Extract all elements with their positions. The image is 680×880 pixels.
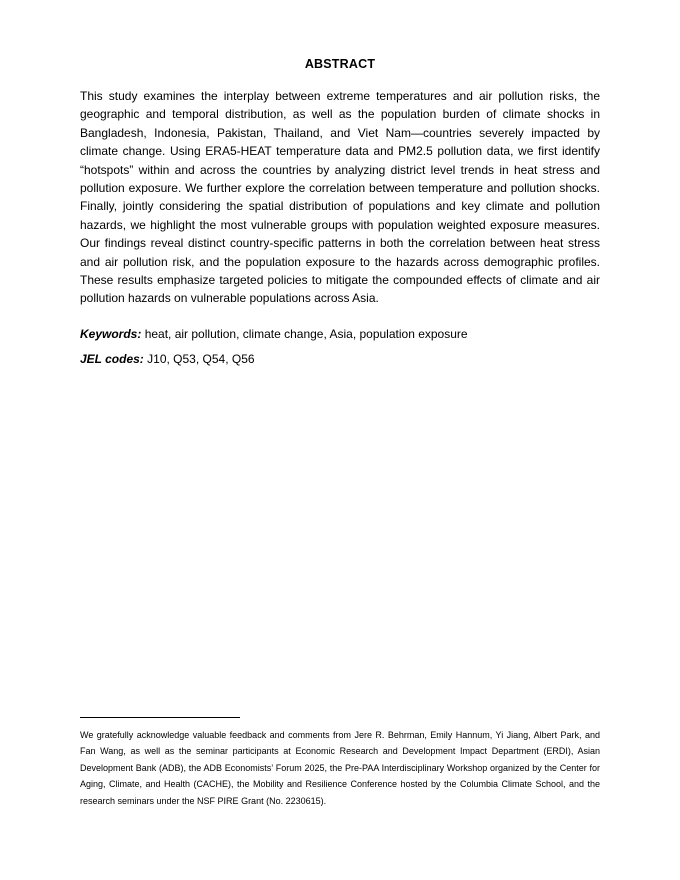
jel-codes-label: JEL codes: [80, 352, 144, 366]
footnote-divider [80, 717, 240, 718]
keywords-line [80, 325, 600, 343]
keywords-value: heat, air pollution, climate change, Asia, population exposure [141, 327, 468, 341]
keywords-label: Keywords: [80, 327, 142, 341]
abstract-body: This study examines the interplay between extreme temperatures and air pollution risks, the geographic and temporal distribution, as well as the population burden of climate shocks in Bangladesh, Indonesia, Pakistan, Thailand, and Viet Nam—countries severely impacted by climate change. Using ERA5-HEAT temperature data and PM2.5 pollution data, we first identify “hotspots” within and across the countries by analyzing district level trends in heat stress and pollution exposure. We further explore the correlation between temperature and pollution shocks. Finally, jointly considering the spatial distribution of populations and key climate and pollution hazards, we highlight the most vulnerable groups with population weighted exposure measures. Our findings reveal distinct country-specific patterns in both the correlation between heat stress and air pollution risk, and the population exposure to the hazards across demographic profiles. These results emphasize targeted policies to mitigate the compounded effects of climate and air pollution hazards on vulnerable populations across Asia. [80, 89, 600, 306]
acknowledgement-footnote: We gratefully acknowledge valuable feedback and comments from Jere R. Behrman, Emily Hannum, Yi Jiang, Albert Park, and Fan Wang, as well as the seminar participants at Economic Research and Development Impact Department (ERDI), Asian Development Bank (ADB), the ADB Economists’ Forum 2025, the Pre-PAA Interdisciplinary Workshop organized by the Center for Aging, Climate, and Health (CACHE), the Mobility and Resilience Conference hosted by the Columbia Climate School, and the research seminars under the NSF PIRE Grant (No. 2230615). [80, 730, 600, 806]
abstract-heading: ABSTRACT [304, 57, 376, 71]
jel-codes-line [80, 350, 600, 368]
jel-codes-value: J10, Q53, Q54, Q56 [143, 352, 255, 366]
